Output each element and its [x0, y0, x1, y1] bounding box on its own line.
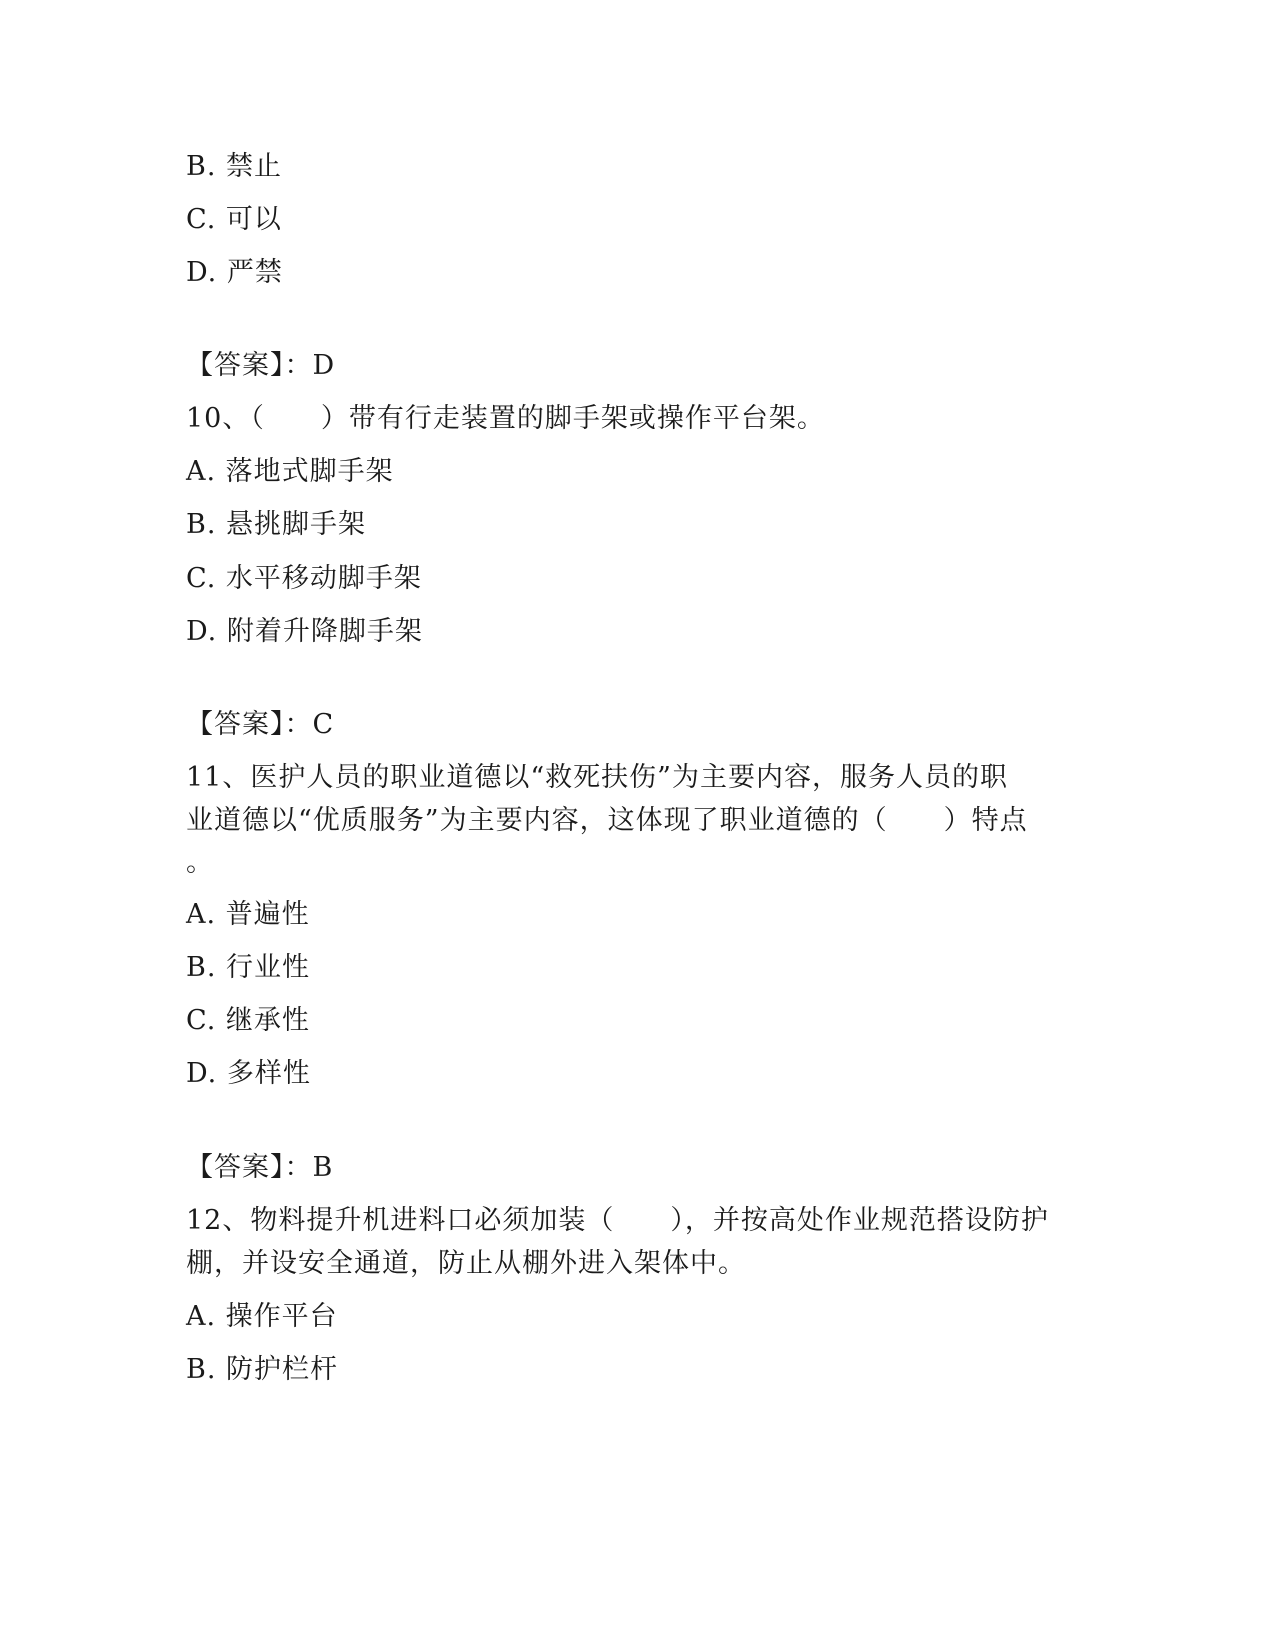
q9-option-b: B. 禁止: [186, 151, 283, 182]
q11-option-c: C. 继承性: [186, 1005, 310, 1036]
q10-option-d: D. 附着升降脚手架: [186, 616, 423, 647]
q11-answer: 【答案】：B: [186, 1152, 334, 1183]
q10-answer: 【答案】：C: [186, 709, 335, 740]
q11-option-d: D. 多样性: [186, 1058, 311, 1089]
q11-stem-line-1: 11、医护人员的职业道德以“救死扶伤”为主要内容，服务人员的职: [186, 762, 1008, 793]
q12-stem-line-1: 12、物料提升机进料口必须加装（ ），并按高处作业规范搭设防护: [186, 1205, 1049, 1236]
q10-option-b: B. 悬挑脚手架: [186, 509, 367, 540]
q11-option-b: B. 行业性: [186, 952, 311, 983]
q10-option-c: C. 水平移动脚手架: [186, 563, 422, 594]
q11-stem-line-2: 业道德以“优质服务”为主要内容，这体现了职业道德的（ ）特点: [186, 805, 1028, 836]
q12-option-b: B. 防护栏杆: [186, 1354, 339, 1385]
q10-stem: 10、（ ）带有行走装置的脚手架或操作平台架。: [186, 403, 825, 434]
q11-stem-line-3: 。: [186, 847, 214, 878]
q12-option-a: A. 操作平台: [186, 1301, 338, 1332]
q12-stem-line-2: 棚，并设安全通道，防止从棚外进入架体中。: [186, 1248, 746, 1279]
q10-option-a: A. 落地式脚手架: [186, 456, 394, 487]
q9-answer: 【答案】：D: [186, 350, 336, 381]
q11-option-a: A. 普遍性: [186, 899, 310, 930]
q9-option-d: D. 严禁: [186, 257, 283, 288]
q9-option-c: C. 可以: [186, 204, 282, 235]
